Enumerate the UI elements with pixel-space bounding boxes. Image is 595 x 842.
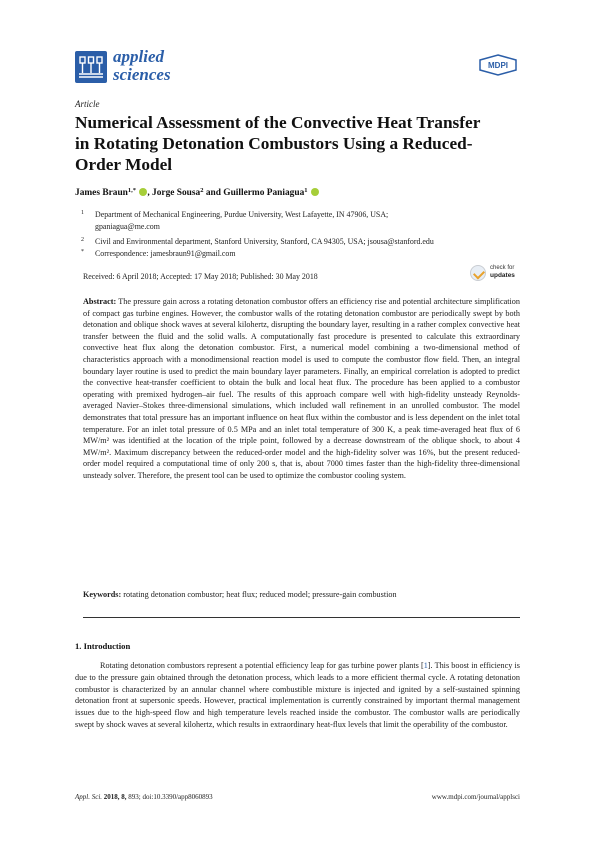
footer-citation bbox=[75, 793, 213, 801]
author-name: Guillermo Paniagua bbox=[223, 188, 305, 198]
check-updates-icon bbox=[470, 265, 486, 281]
author-affil-mark: 1,* bbox=[127, 187, 136, 194]
section-divider bbox=[83, 617, 520, 618]
author-name: James Braun bbox=[75, 188, 128, 198]
abstract-label: Abstract: bbox=[83, 297, 117, 306]
journal-emblem-icon bbox=[75, 51, 107, 83]
check-updates-line1: check for bbox=[490, 265, 515, 271]
author-list: James Braun$^{1,*}$ , Jorge Sousa$^2$ and Guillermo Paniagua$^1$ bbox=[75, 187, 319, 198]
keywords-text: rotating detonation combustor; heat flux; reduced model; pressure-gain combustion bbox=[123, 590, 397, 599]
intro-paragraph bbox=[75, 660, 520, 731]
journal-name-line1: applied bbox=[113, 47, 164, 66]
affiliation-mark: 2 bbox=[81, 237, 84, 243]
footer-journal: Appl. Sci. bbox=[75, 793, 103, 801]
author-affil-mark: 1 bbox=[304, 187, 308, 194]
abstract-text: The pressure gain across a rotating detonation combustor offers an efficiency rise and potential architecture simplification of compact gas turbine engines. However, the combustor walls of the rotating detonation combustor are periodically swept by both detonation and oblique shock waves at several kilohertz, disrupting the boundary layer, resulting in a rather complex convective heat transfer between the fluid and the solid walls. A computationally fast procedure is presented to calculate this extraordinary convective heat flux along the detonation combustor. First, a numerical model combining a two-dimensional method of characteristics approach with a monodimensional reaction model is used to compute the combustor flow field. Then, an integral boundary layer routine is used to predict the main boundary layer parameters. Finally, an empirical correlation is adopted to predict the convective heat-transfer coefficient to obtain the bulk and local heat flux. The procedure has been applied to a combustor operating with premixed hydrogen–air fuel. The results of this approach compare well with high-fidelity unsteady Reynolds-averaged Navier–Stokes three-dimensional simulations, which included wall refinement in an unrolled combustor. The model demonstrates that total pressure has an important influence on heat flux within the combustor and is less dependent on the inlet total temperature. For an inlet total pressure of 0.5 MPa and an inlet total temperature of 300 K, a peak time-averaged heat flux of 6 MW/m² was identified at the location of the triple point, followed by a decrease downstream of the oblique shock, to about 4 MW/m². Maximum discrepancy between the reduced-order model and the high-fidelity solver was 16%, but the present reduced-order model required a computational time of only 200 s, that is, about 7000 times faster than the high-fidelity three-dimensional unsteady solver. Therefore, the present tool can be used to optimize the combustor cooling system. bbox=[83, 297, 520, 480]
journal-logo bbox=[75, 48, 171, 84]
intro-text-rest: ]. This boost in efficiency is due to the pressure gain obtained through the detonation process, which leads to a more efficient thermal cycle. A rotating detonation combustor is characterized by an annular channel where combustible mixture is injected and ignited by a self-sustained spinning detonation front at supersonic speeds. However, practical implementation is currently constrained by important thermal management issues due to the high-speed flow and high temperature levels reached inside the combustor. The combustor walls are periodically swept by shock waves at several kilohertz, which results in extraordinary heat-flux levels that limit the operability of the combustor. bbox=[75, 661, 520, 729]
footer-url[interactable]: www.mdpi.com/journal/applsci bbox=[431, 793, 520, 801]
footer-year-vol: 2018, 8, bbox=[103, 793, 127, 801]
footer-doi[interactable]: 893; doi:10.3390/app8060893 bbox=[128, 793, 213, 801]
mdpi-logo-text: MDPI bbox=[488, 61, 508, 70]
mdpi-logo-icon bbox=[476, 54, 520, 76]
article-type: Article bbox=[75, 99, 100, 109]
orcid-icon[interactable] bbox=[311, 188, 319, 196]
check-updates-line2: updates bbox=[490, 272, 515, 279]
author-affil-mark: 2 bbox=[200, 187, 204, 194]
affiliation-mark: 1 bbox=[81, 210, 84, 216]
check-for-updates-badge[interactable] bbox=[470, 263, 520, 283]
paper-title: Numerical Assessment of the Convective Heat Transfer in Rotating Detonation Combustors Using a Reduced-Order Model bbox=[75, 113, 481, 174]
journal-name bbox=[113, 48, 171, 84]
publication-dates: Received: 6 April 2018; Accepted: 17 May 2018; Published: 30 May 2018 bbox=[83, 272, 318, 281]
intro-text-start: Rotating detonation combustors represent a potential efficiency leap for gas turbine power plants [ bbox=[100, 661, 424, 670]
affiliation-text: Department of Mechanical Engineering, Purdue University, West Lafayette, IN 47906, USA; bbox=[95, 210, 389, 219]
abstract bbox=[83, 296, 520, 482]
author-name: Jorge Sousa bbox=[152, 188, 201, 198]
affiliation-text: Civil and Environmental department, Stanford University, Stanford, CA 94305, USA; jsousa@stanford.edu bbox=[95, 237, 434, 246]
journal-name-line2: sciences bbox=[113, 65, 171, 84]
keywords-label: Keywords: bbox=[83, 590, 122, 599]
affiliation-mark: * bbox=[81, 249, 84, 255]
affiliation-email[interactable]: gpaniagua@me.com bbox=[95, 222, 160, 231]
keywords bbox=[83, 590, 520, 599]
citation-link[interactable]: 1 bbox=[423, 661, 428, 670]
orcid-icon[interactable] bbox=[139, 188, 147, 196]
correspondence-text: Correspondence: jamesbraun91@gmail.com bbox=[95, 249, 236, 258]
section-heading: 1. Introduction bbox=[75, 641, 131, 651]
check-updates-label bbox=[490, 265, 515, 280]
